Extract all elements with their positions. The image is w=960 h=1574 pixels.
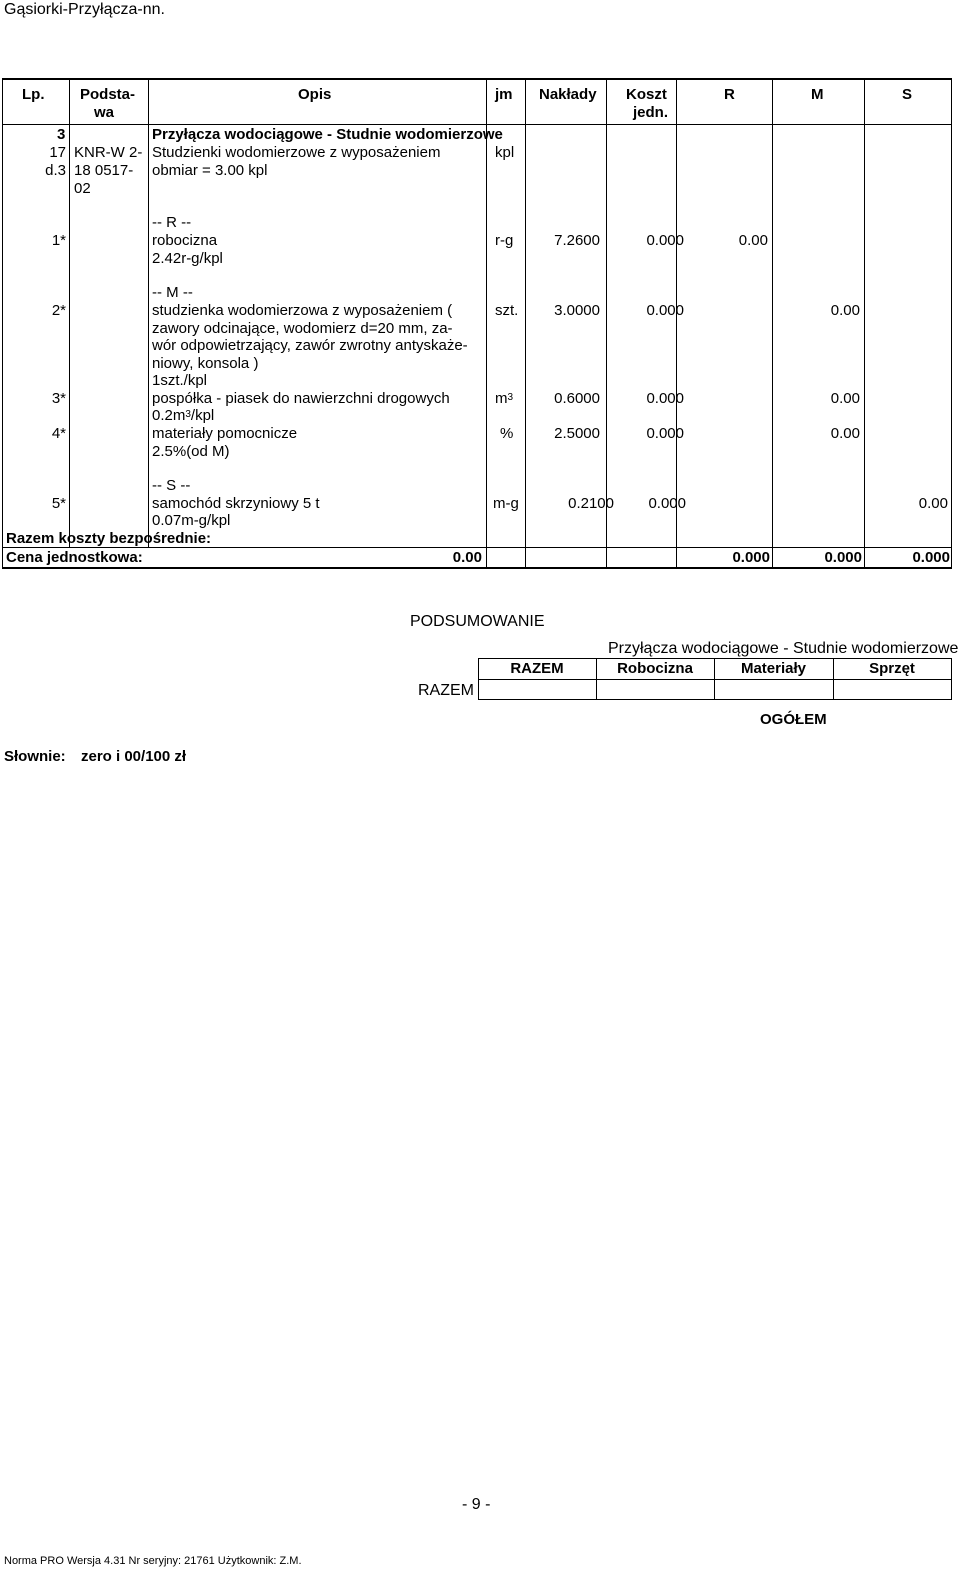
item-4-m-value: 0.00 (830, 425, 860, 442)
table-top-border (2, 78, 952, 80)
item-1-jm: r-g (495, 232, 514, 249)
footer-text: Norma PRO Wersja 4.31 Nr seryjny: 21761 Użytkownik: Z.M. (4, 1555, 302, 1567)
position-podstawa-3: 02 (74, 180, 91, 197)
total-s: 0.000 (912, 549, 950, 566)
item-2-opis-1: studzienka wodomierzowa z wyposażeniem ( (152, 302, 453, 319)
item-4-naklady: 2.5000 (554, 425, 600, 442)
item-4-lp: 4* (51, 425, 66, 442)
header-koszt-line2: jedn. (633, 104, 669, 121)
position-podstawa-1: KNR-W 2- (74, 144, 143, 161)
totals-divider (2, 547, 952, 548)
position-lp-1: 17 (49, 144, 66, 161)
item-5-lp: 5* (51, 495, 66, 512)
item-3-lp: 3* (51, 390, 66, 407)
header-opis: Opis (298, 86, 332, 103)
item-4-opis-2: 2.5%(od M) (152, 443, 230, 460)
item-2-m-value: 0.00 (830, 302, 860, 319)
item-3-naklady: 0.6000 (554, 390, 600, 407)
words-label: Słownie: (4, 748, 66, 765)
position-jm: kpl (495, 144, 515, 161)
total-r: 0.000 (732, 549, 770, 566)
col-divider-r (772, 78, 773, 568)
position-podstawa-2: 18 0517- (74, 162, 134, 179)
item-5-opis-1: samochód skrzyniowy 5 t (152, 495, 320, 512)
table-bottom-border (2, 567, 952, 569)
summary-mid-border (478, 679, 952, 680)
item-2-opis-5: 1szt./kpl (152, 372, 208, 389)
item-3-opis-1: pospółka - piasek do nawierzchni drogowych (152, 390, 450, 407)
section-title: Przyłącza wodociągowe - Studnie wodomierzowe (152, 126, 503, 143)
summary-top-border (478, 658, 952, 659)
item-4-jm: % (500, 425, 514, 442)
item-3-jm: $m^3$ (495, 390, 514, 407)
item-1-naklady: 7.2600 (554, 232, 600, 249)
header-m: M (811, 86, 824, 103)
item-3-m-value: 0.00 (830, 390, 860, 407)
section-number: 3 (57, 126, 66, 143)
summary-col-materialy: Materiały (740, 660, 807, 677)
position-lp-2: d.3 (45, 162, 66, 179)
item-3-opis-2: $0.2m^3$/kpl (152, 407, 215, 424)
table-right-border (951, 78, 952, 568)
item-5-s-value: 0.00 (918, 495, 948, 512)
group-r-label: -- R -- (152, 214, 192, 231)
item-5-naklady: 0.2100 (568, 495, 614, 512)
item-1-lp: 1* (51, 232, 66, 249)
item-5-opis-2: 0.07m-g/kpl (152, 512, 231, 529)
item-4-opis-1: materiały pomocnicze (152, 425, 298, 442)
header-jm: jm (495, 86, 513, 103)
summary-col-robocizna: Robocizna (617, 660, 693, 677)
summary-subtitle: Przyłącza wodociągowe - Studnie wodomierzowe (608, 640, 959, 657)
col-divider-podstawa (148, 78, 149, 547)
position-opis-1: Studzienki wodomierzowe z wyposażeniem (152, 144, 441, 161)
item-1-opis-1: robocizna (152, 232, 218, 249)
item-2-opis-2: zawory odcinające, wodomierz d=20 mm, za- (152, 320, 453, 337)
summary-total-label: OGÓŁEM (760, 711, 827, 728)
header-koszt-line1: Koszt (626, 86, 667, 103)
item-2-lp: 2* (51, 302, 66, 319)
item-2-koszt: 0.000 (646, 302, 684, 319)
item-1-r-value: 0.00 (738, 232, 768, 249)
total-m: 0.000 (824, 549, 862, 566)
summary-col-sprzet: Sprzęt (869, 660, 915, 677)
col-divider-opis (486, 78, 487, 568)
header-r: R (724, 86, 735, 103)
item-5-jm: m-g (493, 495, 519, 512)
page-number: - 9 - (462, 1496, 491, 1513)
item-5-koszt: 0.000 (648, 495, 686, 512)
item-2-opis-3: wór odpowietrzający, zawór zwrotny antyskaże- (152, 337, 468, 354)
summary-col-razem: RAZEM (510, 660, 564, 677)
cena-value: 0.00 (452, 549, 482, 566)
header-s: S (902, 86, 913, 103)
page-title: Gąsiorki-Przyłącza-nn. (4, 1, 165, 18)
item-2-opis-4: niowy, konsola ) (152, 355, 259, 372)
item-1-koszt: 0.000 (646, 232, 684, 249)
table-left-border (2, 78, 3, 568)
words-value: zero i 00/100 zł (81, 748, 187, 765)
item-2-jm: szt. (495, 302, 519, 319)
summary-col-4 (951, 658, 952, 700)
item-3-koszt: 0.000 (646, 390, 684, 407)
group-m-label: -- M -- (152, 284, 193, 301)
header-divider (2, 124, 952, 125)
group-s-label: -- S -- (152, 477, 191, 494)
item-2-naklady: 3.0000 (554, 302, 600, 319)
summary-bottom-border (478, 699, 952, 700)
razem-label: Razem koszty bezpośrednie: (6, 530, 212, 547)
summary-row-label: RAZEM (418, 682, 474, 699)
header-podstawa-line1: Podsta- (80, 86, 136, 103)
header-podstawa-line2: wa (94, 104, 115, 121)
item-1-opis-2: 2.42r-g/kpl (152, 250, 223, 267)
col-divider-lp (69, 78, 70, 547)
header-naklady: Nakłady (539, 86, 597, 103)
position-opis-2: obmiar = 3.00 kpl (152, 162, 268, 179)
summary-title: PODSUMOWANIE (410, 613, 545, 630)
cena-label: Cena jednostkowa: (6, 549, 143, 566)
item-4-koszt: 0.000 (646, 425, 684, 442)
header-lp: Lp. (22, 86, 45, 103)
